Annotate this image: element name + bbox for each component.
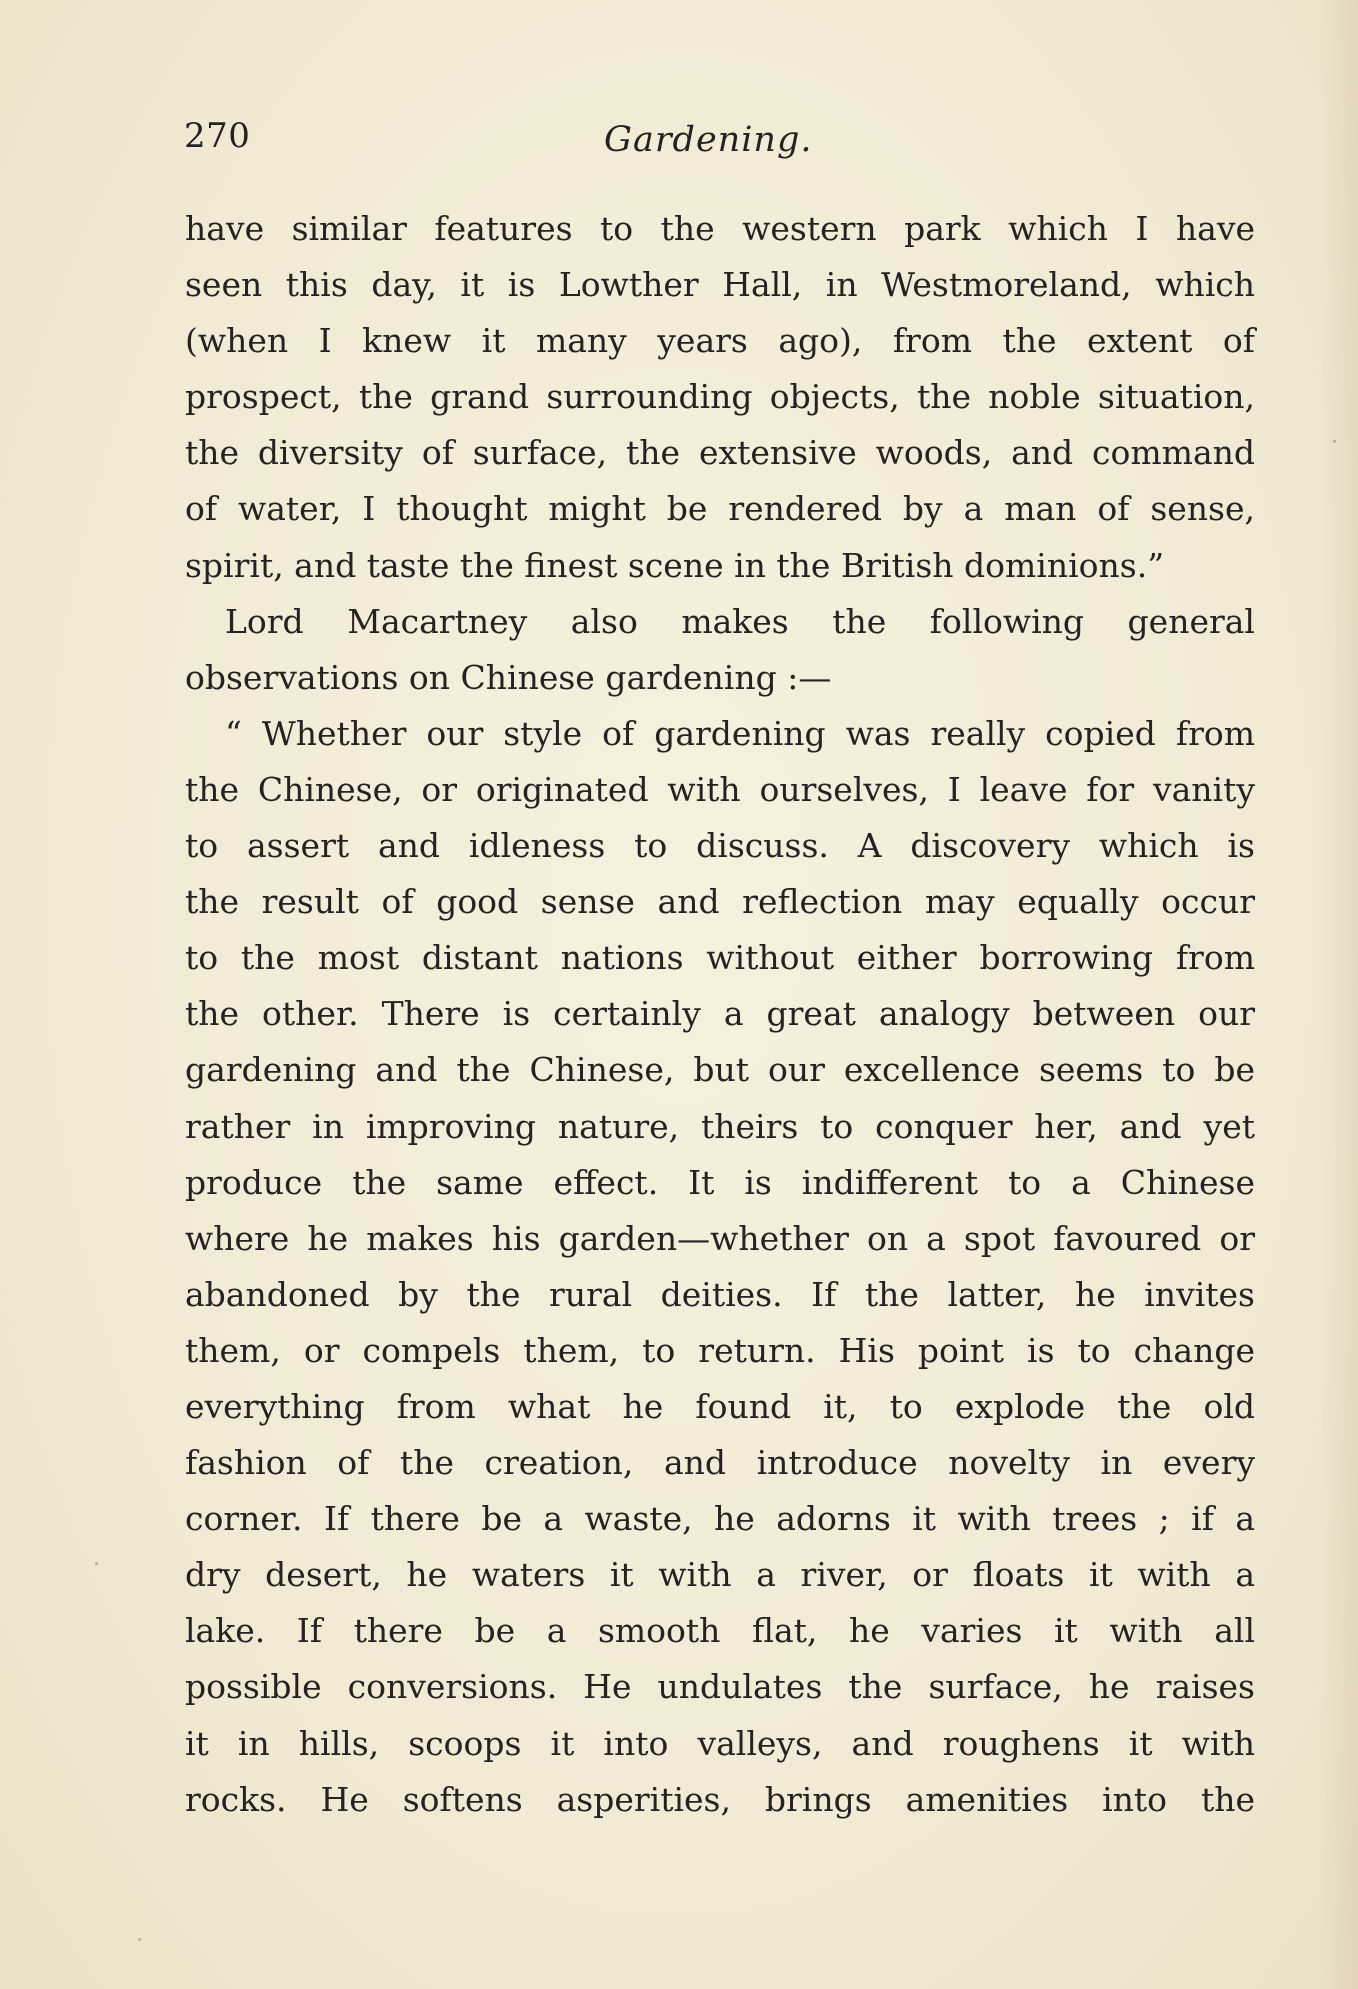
text-line: observations on Chinese gardening :—	[185, 657, 832, 697]
text-line: corner. If there be a waste, he adorns it with trees ; if a	[185, 1499, 1255, 1539]
text-line: the result of good sense and reflection may equally occur	[185, 882, 1255, 922]
text-line: to the most distant nations without either borrowing from	[185, 938, 1255, 978]
text-line: gardening and the Chinese, but our excellence seems to be	[185, 1050, 1255, 1090]
text-line: where he makes his garden—whether on a spot favoured or	[185, 1218, 1255, 1258]
text-line: the other. There is certainly a great analogy between our	[185, 994, 1255, 1034]
text-line: everything from what he found it, to explode the old	[185, 1386, 1255, 1426]
text-line: have similar features to the western park which I have	[185, 209, 1255, 248]
text-line: spirit, and taste the finest scene in the British dominions.”	[185, 545, 1165, 585]
text-line: prospect, the grand surrounding objects, the noble situation,	[185, 377, 1255, 417]
running-title: Gardening.	[604, 120, 813, 160]
page-header	[184, 116, 1254, 176]
text-line: “ Whether our style of gardening was really copied from	[225, 713, 1255, 753]
text-line: it in hills, scoops it into valleys, and roughens it with	[185, 1723, 1255, 1763]
text-line: rocks. He softens asperities, brings amenities into the	[185, 1779, 1255, 1819]
text-line: the diversity of surface, the extensive woods, and command	[185, 433, 1255, 473]
text-line: of water, I thought might be rendered by a man of sense,	[185, 489, 1255, 529]
page-edge-shadow	[1318, 0, 1358, 1989]
text-line: dry desert, he waters it with a river, or floats it with a	[185, 1555, 1255, 1595]
text-line: seen this day, it is Lowther Hall, in Westmoreland, which	[185, 265, 1255, 305]
text-line: (when I knew it many years ago), from the extent of	[185, 321, 1255, 361]
text-line: fashion of the creation, and introduce novelty in every	[185, 1443, 1255, 1483]
text-line: the Chinese, or originated with ourselves, I leave for vanity	[185, 769, 1255, 809]
text-line: produce the same effect. It is indifferent to a Chinese	[185, 1162, 1255, 1202]
text-line: possible conversions. He undulates the surface, he raises	[185, 1667, 1255, 1707]
text-line: rather in improving nature, theirs to conquer her, and yet	[185, 1106, 1255, 1146]
page-number: 270	[184, 116, 251, 156]
text-line: abandoned by the rural deities. If the latter, he invites	[185, 1274, 1255, 1314]
body-text	[185, 201, 1255, 1828]
text-line: Lord Macartney also makes the following general	[225, 601, 1255, 641]
paper-fleck	[1333, 440, 1336, 443]
paper-fleck	[138, 1938, 141, 1941]
text-line: them, or compels them, to return. His point is to change	[185, 1330, 1255, 1370]
text-line: lake. If there be a smooth flat, he varies it with all	[185, 1611, 1255, 1651]
paper-fleck	[95, 1562, 98, 1565]
text-line: to assert and idleness to discuss. A discovery which is	[185, 826, 1255, 866]
